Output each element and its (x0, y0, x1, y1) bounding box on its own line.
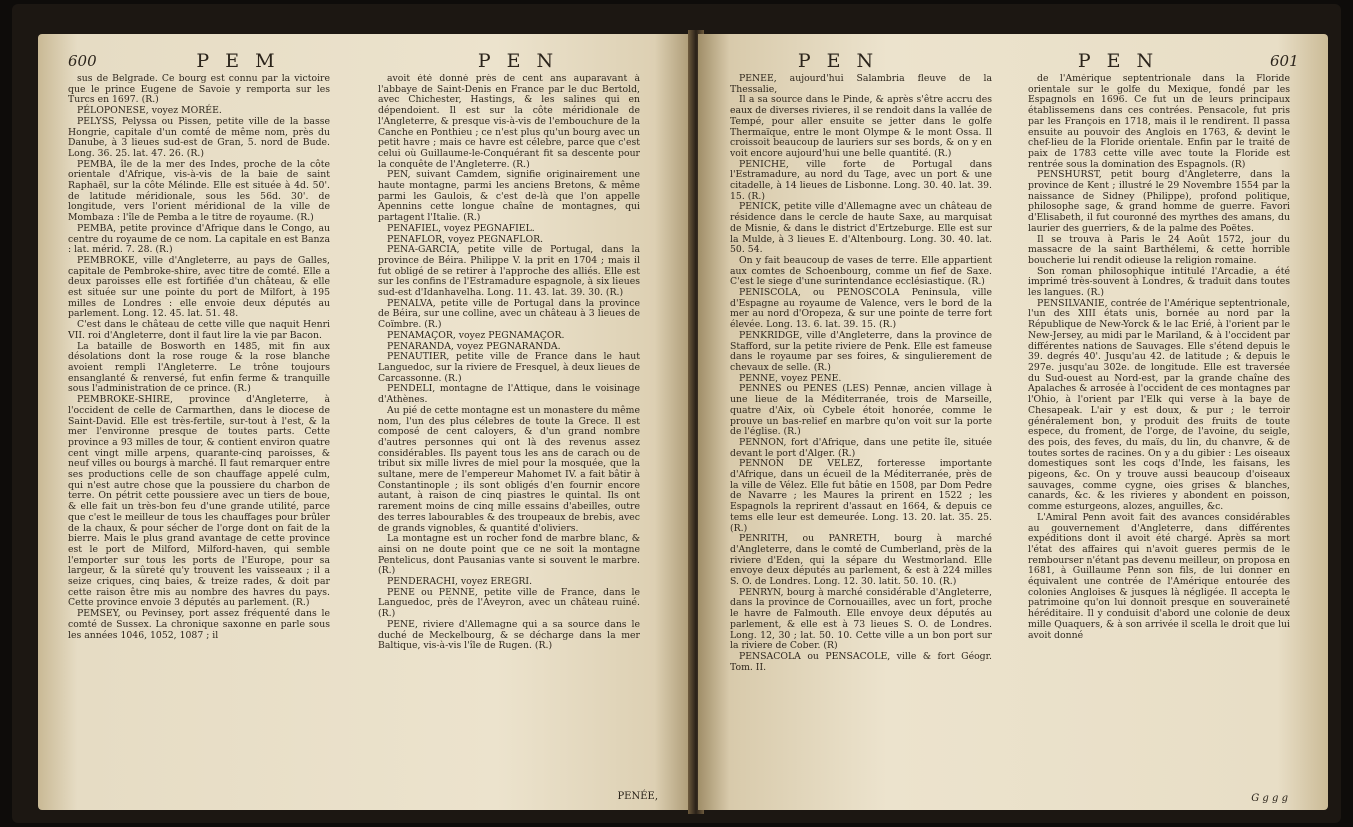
entry-paragraph: PENE, riviere d'Allemagne qui a sa source dans le duché de Meckelbourg, & se décharge dans la mer Baltique, vis-à-vis l'île de Rugen. (R.) (378, 618, 640, 652)
entry-paragraph: PEMBROKE-SHIRE, province d'Angleterre, à l'occident de celle de Carmarthen, dans le diocese de Saint-David. Elle est très-fertile, sur-tout à l'est, & la mer l'environne presque de toutes parts. Cette province a 93 milles de tour, & contient environ quatre cent vingt mille arpens, quarante-cinq paroisses, & neuf villes ou bourgs à marché. Il faut remarquer entre ses productions celle de son chauffage appelé culm, qui n'est autre chose que la poussiere du charbon de terre. On pétrit cette poussiere avec un tiers de boue, & elle fait un très-bon feu d'une grande utilité, parce que c'est le meilleur de tous les chauffages pour brûler de la chaux, & pour sécher de l'orge dont on fait de la bierre. Mais le plus grand avantage de cette province est le port de Milford, Milford-haven, qui semble l'emporter sur tous les ports de l'Europe, pour sa largeur, & la sûreté qu'y trouvent les vaisseaux ; il a seize criques, cinq baies, & treize rades, & doit par cette raison être mis au nombre des havres du pays. Cette province envoie 3 députés au parlement. (R.) (68, 394, 330, 609)
entry-paragraph: PENISCOLA, ou PENOSCOLA Peninsula, ville d'Espagne au royaume de Valence, vers le bord de la mer au nord d'Oropeza, & sur une pointe de terre fort élevée. Long. 13. 6. lat. 39. 15. (R.) (730, 287, 992, 331)
entry-paragraph: PENE ou PENNE, petite ville de France, dans le Languedoc, près de l'Aveyron, avec un château ruiné. (R.) (378, 586, 640, 620)
entry-paragraph: PENNON DE VELEZ, forteresse importante d'Afrique, dans un écueil de la Méditerranée, près de la ville de Vélez. Elle fut bâtie en 1508, par Dom Pedre de Navarre ; les Maures la prirent en 1522 ; les Espagnols la reprirent d'assaut en 1664, & depuis ce tems elle leur est demeurée. Long. 13. 20. lat. 35. 25. (R.) (730, 458, 992, 534)
entry-paragraph: PENDERACHI, voyez EREGRI. (387, 576, 533, 588)
entry-paragraph: La bataille de Bosworth en 1485, mit fin aux désolations dont la rose rouge & la rose blanche avoient rempli l'Angleterre. Le trône toujours ensanglanté & renversé, fut enfin ferme & tranquille sous l'administration de ce prince. (R.) (68, 340, 330, 395)
entry-paragraph: PENA-GARCIA, petite ville de Portugal, dans la province de Béira. Philippe V. la prit en 1704 ; mais il fut obligé de se retirer à l'approche des alliés. Elle est sur les confins de l'Estramadure espagnole, à six lieues sud-est d'Idanhavelha. Long. 11. 43. lat. 39. 30. (R.) (378, 244, 640, 299)
entry-paragraph: sus de Belgrade. Ce bourg est connu par la victoire que le prince Eugene de Savoie y remporta sur les Turcs en 1697. (R.) (68, 74, 330, 106)
entry-paragraph: PELYSS, Pelyssa ou Pissen, petite ville de la basse Hongrie, capitale d'un comté de même nom, près du Danube, à 3 lieues sud-est de Gran, 5. nord de Bude. Long. 36. 25. lat. 47. 26. (R.) (68, 115, 330, 159)
page-number: 600 (68, 52, 97, 70)
entry-paragraph: PENNON, fort d'Afrique, dans une petite île, située devant le port d'Alger. (R.) (730, 436, 992, 459)
entry-paragraph: Au pié de cette montagne est un monastere du même nom, l'un des plus célebres de toute la Grece. Il est composé de cent caloyers, & d'un grand nombre d'autres personnes qui ont là des revenus assez considérables. Ils payent tous les ans de carach ou de tribut six mille livres de miel pour la mosquée, que la sultane, mere de l'empereur Mahomet IV. a fait bâtir à Constantinople ; ils sont obligés d'en fournir encore autant, à raison de cinq piastres le quintal. Ils ont rarement moins de cinq mille essains d'abeilles, outre des terres labourables & des troupeaux de brebis, avec de grands vignobles, & quantité d'oliviers. (378, 404, 640, 534)
entry-paragraph: PENRITH, ou PANRETH, bourg à marché d'Angleterre, dans le comté de Cumberland, près de la riviere d'Eden, qui la sépare du Westmorland. Elle envoye deux députés au parlement, & est à 224 milles S. O. de Londres. Long. 12. 30. latit. 50. 10. (R.) (730, 533, 992, 588)
catchword: PENÉE, (617, 791, 658, 802)
left-page (38, 34, 694, 810)
entry-paragraph: PENÉE, aujourd'hui Salambria fleuve de la Thessalie, (730, 74, 992, 95)
entry-paragraph: PENAFIEL, voyez PEGNAFIEL. (387, 222, 535, 234)
right-page (698, 34, 1328, 810)
running-head-left: P E N (797, 50, 879, 72)
running-head-right: P E N (477, 50, 559, 72)
entry-paragraph: PENNE, voyez PENE. (739, 372, 842, 384)
entry-paragraph: La montagne est un rocher fond de marbre blanc, & ainsi on ne doute point que ce ne soit la montagne Pentelicus, dont Pausanias vante si souvent le marbre. (R.) (378, 533, 640, 577)
text-column (730, 74, 992, 796)
text-column (68, 74, 330, 796)
entry-paragraph: PEMBA, île de la mer des Indes, proche de la côte orientale d'Afrique, vis-à-vis de la baie de saint Raphaël, sur la côte Mélinde. Elle est située à 4d. 50'. de latitude méridionale, sous les 56d. 30'. de longitude, vers l'orient méridional de la ville de Mombaza : l'île de Pemba a le titre de royaume. (R.) (68, 158, 330, 224)
entry-paragraph: PÉLOPONESE, voyez MORÉE. (77, 105, 222, 117)
entry-paragraph: PENSACOLA ou PENSACOLE, ville & fort Géogr. Tom. II. (730, 650, 992, 673)
entry-paragraph: PEMSEY, ou Pevinsey, port assez fréquenté dans le comté de Sussex. La chronique saxonne en parle sous les années 1046, 1052, 1087 ; il (68, 608, 330, 641)
entry-paragraph: PEMBROKE, ville d'Angleterre, au pays de Galles, capitale de Pembroke-shire, avec titre de comté. Elle a deux paroisses elle est fortifiée d'un château, & elle est située sur une pointe du port de Milfort, à 195 milles de Londres : elle envoie deux députés au parlement. Long. 12. 45. lat. 51. 48. (68, 254, 330, 320)
entry-paragraph: avoit été donné près de cent ans auparavant à l'abbaye de Saint-Denis en France par le duc Bertold, avec Chichester, Hastings, & les salines qui en dépendoient. Il est sur la côte méridionale de l'Angleterre, & presque vis-à-vis de l'embouchure de la Canche en Ponthieu ; ce n'est plus qu'un bourg avec un petit havre ; mais ce havre est célebre, parce que c'est celui où Guillaume-le-Conquérant fit sa descente pour la conquête de l'Angleterre. (R.) (378, 74, 640, 170)
page-number: 601 (1270, 52, 1299, 70)
entry-paragraph: PENAUTIER, petite ville de France dans le haut Languedoc, sur la riviere de Fresquel, à deux lieues de Carcassonne. (R.) (378, 351, 640, 384)
entry-paragraph: PENNES ou PENES (LES) Pennæ, ancien village à une lieue de la Méditerranée, trois de Marseille, quatre d'Aix, où Cybele étoit honorée, comme le prouve un bas-relief en marbre qu'on voit sur la porte de l'église. (R.) (730, 383, 992, 438)
entry-paragraph: PENAMAÇOR, voyez PEGNAMAÇOR. (387, 329, 565, 341)
entry-paragraph: PENSILVANIE, contrée de l'Amérique septentrionale, l'un des XIII états unis, bornée au nord par la République de New-Yorck & le lac Erié, à l'orient par le New-Jersey, au midi par le Mariland, & à l'occident par différentes nations de Sauvages. Elle s'étend depuis le 39. degrés 40'. Jusqu'au 42. de latitude ; & depuis le 297e. jusqu'au 302e. de longitude. Elle est traversée du Sud-ouest au Nord-est, par la grande chaîne des Apalaches & arrosée à l'occident de ces montagnes par l'Ohio, à l'orient par l'Elk qui verse à la baye de Chesapeak. L'air y est doux, & pur ; le terroir généralement bon, y produit des fruits de toute espece, du froment, de l'orge, de l'avoine, du seigle, des pois, des feves, du maïs, du lin, du chanvre, & de toutes sortes de racines. On y a du gibier : Les oiseaux domestiques sont les coqs d'Inde, les faisans, les pigeons, &c. On y trouve aussi beaucoup d'oiseaux sauvages, comme cygne, oies grises & blanches, canards, &c. & les rivieres y abondent en poisson, comme esturgeons, alozes, anguilles, &c. (1028, 297, 1290, 513)
entry-paragraph: PENRYN, bourg à marché considérable d'Angleterre, dans la province de Cornouailles, avec un fort, proche le havre de Falmouth. Elle envoye deux députés au parlement, & elle est à 73 lieues S. O. de Londres. Long. 12, 30 ; lat. 50. 10. Cette ville a un bon port sur la riviere de Cober. (R) (730, 586, 992, 652)
entry-paragraph: L'Amiral Penn avoit fait des avances considérables au gouvernement d'Angleterre, dans différentes expéditions dont il avoit été chargé. Après sa mort l'état des affaires qui n'avoit gueres permis de le rembourser n'étant pas devenu meilleur, on proposa en 1681, à Guillaume Penn son fils, de lui donner en équivalent une contrée de l'Amérique entourée des colonies Angloises & jusques là négligée. Il accepta le patrimoine qu'on lui donnoit presque en souveraineté héréditaire. Il y conduisit d'abord une colonie de deux mille Quaquers, & à son arrivée il scella le droit que lui avoit donné (1028, 511, 1290, 641)
entry-paragraph: PENICK, petite ville d'Allemagne avec un château de résidence dans le cercle de haute Saxe, au marquisat de Misnie, & dans le district d'Ertzeburge. Elle est sur la Mulde, à 3 lieues E. d'Altenbourg. Long. 30. 40. lat. 50. 54. (730, 201, 992, 256)
signature-mark: G g g g (1251, 793, 1288, 804)
entry-paragraph: PENALVA, petite ville de Portugal dans la province de Béira, sur une colline, avec un château à 3 lieues de Coïmbre. (R.) (378, 297, 640, 331)
entry-paragraph: PENAFLOR, voyez PEGNAFLOR. (387, 233, 544, 245)
entry-paragraph: PENSHURST, petit bourg d'Angleterre, dans la province de Kent ; illustré le 29 Novembre 1554 par la naissance de Sidney (Philippe), profond politique, philosophe sage, & grand homme de guerre. Favori d'Elisabeth, il fut couronné des myrthes des amans, du laurier des guerriers, & de la palme des Poëtes. (1028, 169, 1290, 234)
running-head-right: P E N (1077, 50, 1159, 72)
entry-paragraph: de l'Amérique septentrionale dans la Floride orientale sur le golfe du Mexique, fondé par les Espagnols en 1696. Ce fut un de leurs principaux établissemens dans ces contrées. Pensacole, fut pris par les François en 1718, mais il le rendirent. Il passa ensuite au pouvoir des Anglois en 1763, & devint le chef-lieu de la Floride orientale. Enfin par le traité de paix de 1783 cette ville avec toute la Floride est rentrée sous la domination des Espagnols. (R) (1028, 74, 1290, 170)
entry-paragraph: PEMBA, petite province d'Afrique dans le Congo, au centre du royaume de ce nom. La capitale en est Banza : lat. mérid. 7. 28. (R.) (68, 222, 330, 256)
entry-paragraph: C'est dans le château de cette ville que naquit Henri VII. roi d'Angleterre, dont il faut lire la vie par Bacon. (68, 319, 330, 341)
running-head-left: P E M (196, 50, 280, 72)
entry-paragraph: PENARANDA, voyez PEGNARANDA. (387, 340, 561, 352)
entry-paragraph: On y fait beaucoup de vases de terre. Elle appartient aux comtes de Schoenbourg, comme un fief de Saxe. C'est le siege d'une surintendance ecclésiastique. (R.) (730, 254, 992, 288)
entry-paragraph: PENKRIDGE, ville d'Angleterre, dans la province de Stafford, sur la petite riviere de Penk. Elle est fameuse dans le royaume par ses foires, & singulierement de chevaux de selle. (R.) (730, 329, 992, 373)
entry-paragraph: PENICHE, ville forte de Portugal dans l'Estramadure, au nord du Tage, avec un port & une citadelle, à 14 lieues de Lisbonne. Long. 30. 40. lat. 39. 15. (R.) (730, 158, 992, 202)
entry-paragraph: Il a sa source dans le Pinde, & après s'être accru des eaux de diverses rivieres, il se rendoit dans la vallée de Tempé, pour aller ensuite se jetter dans le golfe Thermaïque, entre le mont Olympe & le mont Ossa. Il croissoit beaucoup de lauriers sur ses bords, & on y en voit encore aujourd'hui une belle quantité. (R.) (730, 94, 992, 159)
book-spread (12, 4, 1341, 823)
entry-paragraph: PEN, suivant Camdem, signifie originairement une haute montagne, parmi les anciens Bretons, & même parmi les Gaulois, & c'est de-là que l'on appelle Apennins cette longue chaîne de montagnes, qui partagent l'Italie. (R.) (378, 169, 640, 224)
entry-paragraph: Son roman philosophique intitulé l'Arcadie, a été imprimé très-souvent à Londres, & traduit dans toutes les langues. (R.) (1028, 265, 1290, 299)
text-column (378, 74, 640, 796)
entry-paragraph: Il se trouva à Paris le 24 Août 1572, jour du massacre de la saint Barthélemi, & cette horrible boucherie lui rendit odieuse la religion romaine. (1028, 233, 1290, 266)
text-column (1028, 74, 1290, 796)
entry-paragraph: PENDELI, montagne de l'Attique, dans le voisinage d'Athènes. (378, 383, 640, 406)
